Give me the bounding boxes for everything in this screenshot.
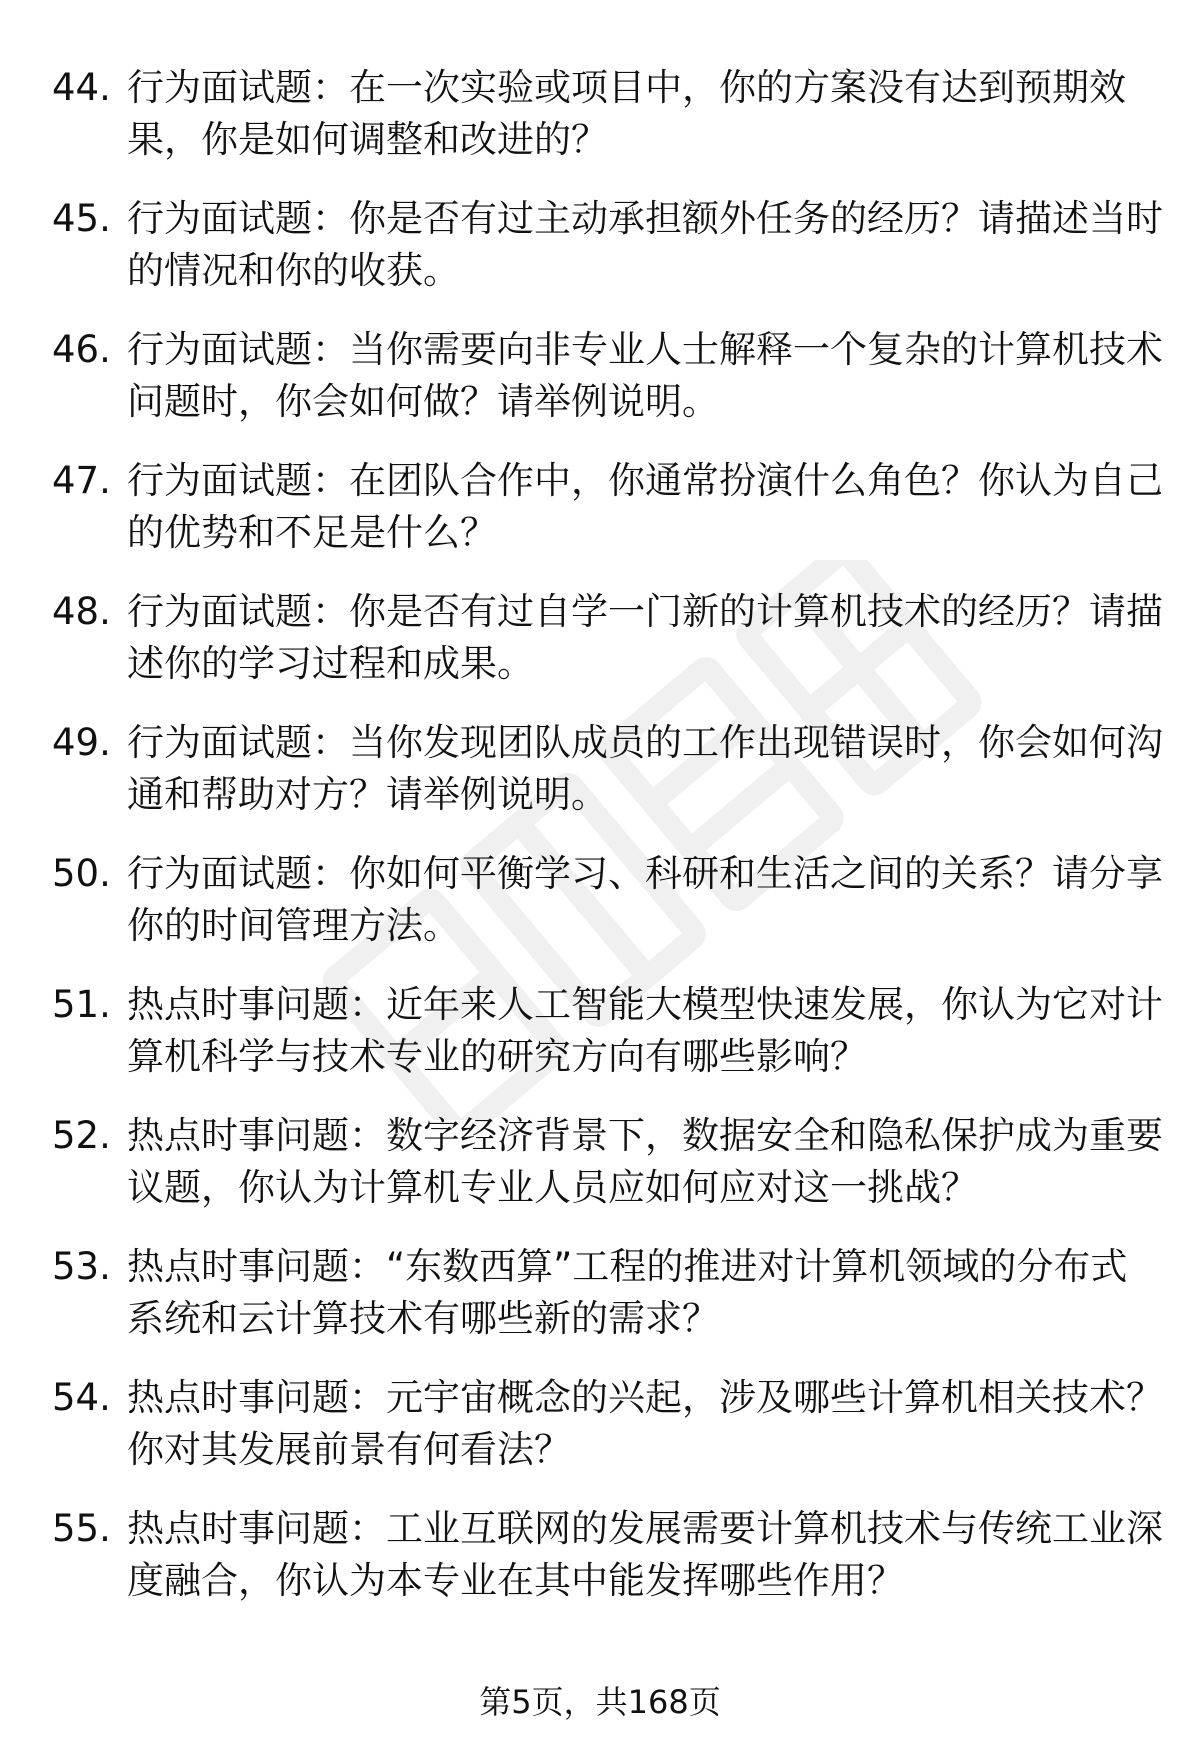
question-item [52,1110,1163,1217]
page-footer: 第5页，共168页 [479,1683,721,1721]
question-text-line: 果，你是如何调整和改进的？ [127,118,608,161]
question-number: 50. [52,852,111,895]
question-text-line: 述你的学习过程和成果。 [127,642,534,685]
question-text-line: 的优势和不足是什么？ [127,511,497,554]
question-text-line: 行为面试题：当你需要向非专业人士解释一个复杂的计算机技术 [127,328,1163,371]
question-text-line: 行为面试题：在团队合作中，你通常扮演什么角色？你认为自己 [127,459,1163,502]
question-text-line: 算机科学与技术专业的研究方向有哪些影响？ [127,1035,867,1078]
question-text-line: 行为面试题：你是否有过自学一门新的计算机技术的经历？请描 [127,590,1163,633]
question-item [52,455,1163,562]
question-text-line: 的情况和你的收获。 [127,249,460,292]
question-number: 47. [52,459,111,502]
question-item [52,62,1152,169]
question-item [52,717,1163,824]
question-text-line: 热点时事问题：“东数西算”工程的推进对计算机领域的分布式 [127,1245,1128,1288]
question-number: 45. [52,197,111,240]
question-number: 51. [52,983,111,1026]
question-item [52,1503,1163,1610]
question-text-line: 热点时事问题：元宇宙概念的兴起，涉及哪些计算机相关技术？ [127,1376,1163,1419]
question-text-line: 你的时间管理方法。 [127,904,460,947]
question-text-line: 问题时，你会如何做？请举例说明。 [127,380,719,423]
question-item [52,848,1163,955]
question-item [52,586,1163,693]
question-item [52,324,1163,431]
question-number: 44. [52,66,111,109]
question-number: 53. [52,1245,111,1288]
question-number: 48. [52,590,111,633]
question-number: 49. [52,721,111,764]
question-text-line: 热点时事问题：近年来人工智能大模型快速发展，你认为它对计 [127,983,1163,1026]
question-number: 55. [52,1507,111,1550]
question-text-line: 行为面试题：你如何平衡学习、科研和生活之间的关系？请分享 [127,852,1163,895]
question-item [52,979,1163,1086]
question-number: 52. [52,1114,111,1157]
question-text-line: 你对其发展前景有何看法？ [127,1428,571,1471]
question-text-line: 行为面试题：当你发现团队成员的工作出现错误时，你会如何沟 [127,721,1163,764]
question-text-line: 热点时事问题：数字经济背景下，数据安全和隐私保护成为重要 [127,1114,1163,1157]
question-text-line: 通和帮助对方？请举例说明。 [127,773,608,816]
question-text-line: 行为面试题：在一次实验或项目中，你的方案没有达到预期效 [127,66,1126,109]
question-number: 46. [52,328,111,371]
question-text-line: 议题，你认为计算机专业人员应如何应对这一挑战？ [127,1166,978,1209]
question-item [52,193,1163,300]
question-list [52,62,1163,1634]
question-item [52,1372,1163,1479]
question-text-line: 系统和云计算技术有哪些新的需求？ [127,1297,719,1340]
question-text-line: 行为面试题：你是否有过主动承担额外任务的经历？请描述当时 [127,197,1163,240]
question-item [52,1241,1152,1348]
question-number: 54. [52,1376,111,1419]
question-text-line: 热点时事问题：工业互联网的发展需要计算机技术与传统工业深 [127,1507,1163,1550]
question-text-line: 度融合，你认为本专业在其中能发挥哪些作用？ [127,1559,904,1602]
